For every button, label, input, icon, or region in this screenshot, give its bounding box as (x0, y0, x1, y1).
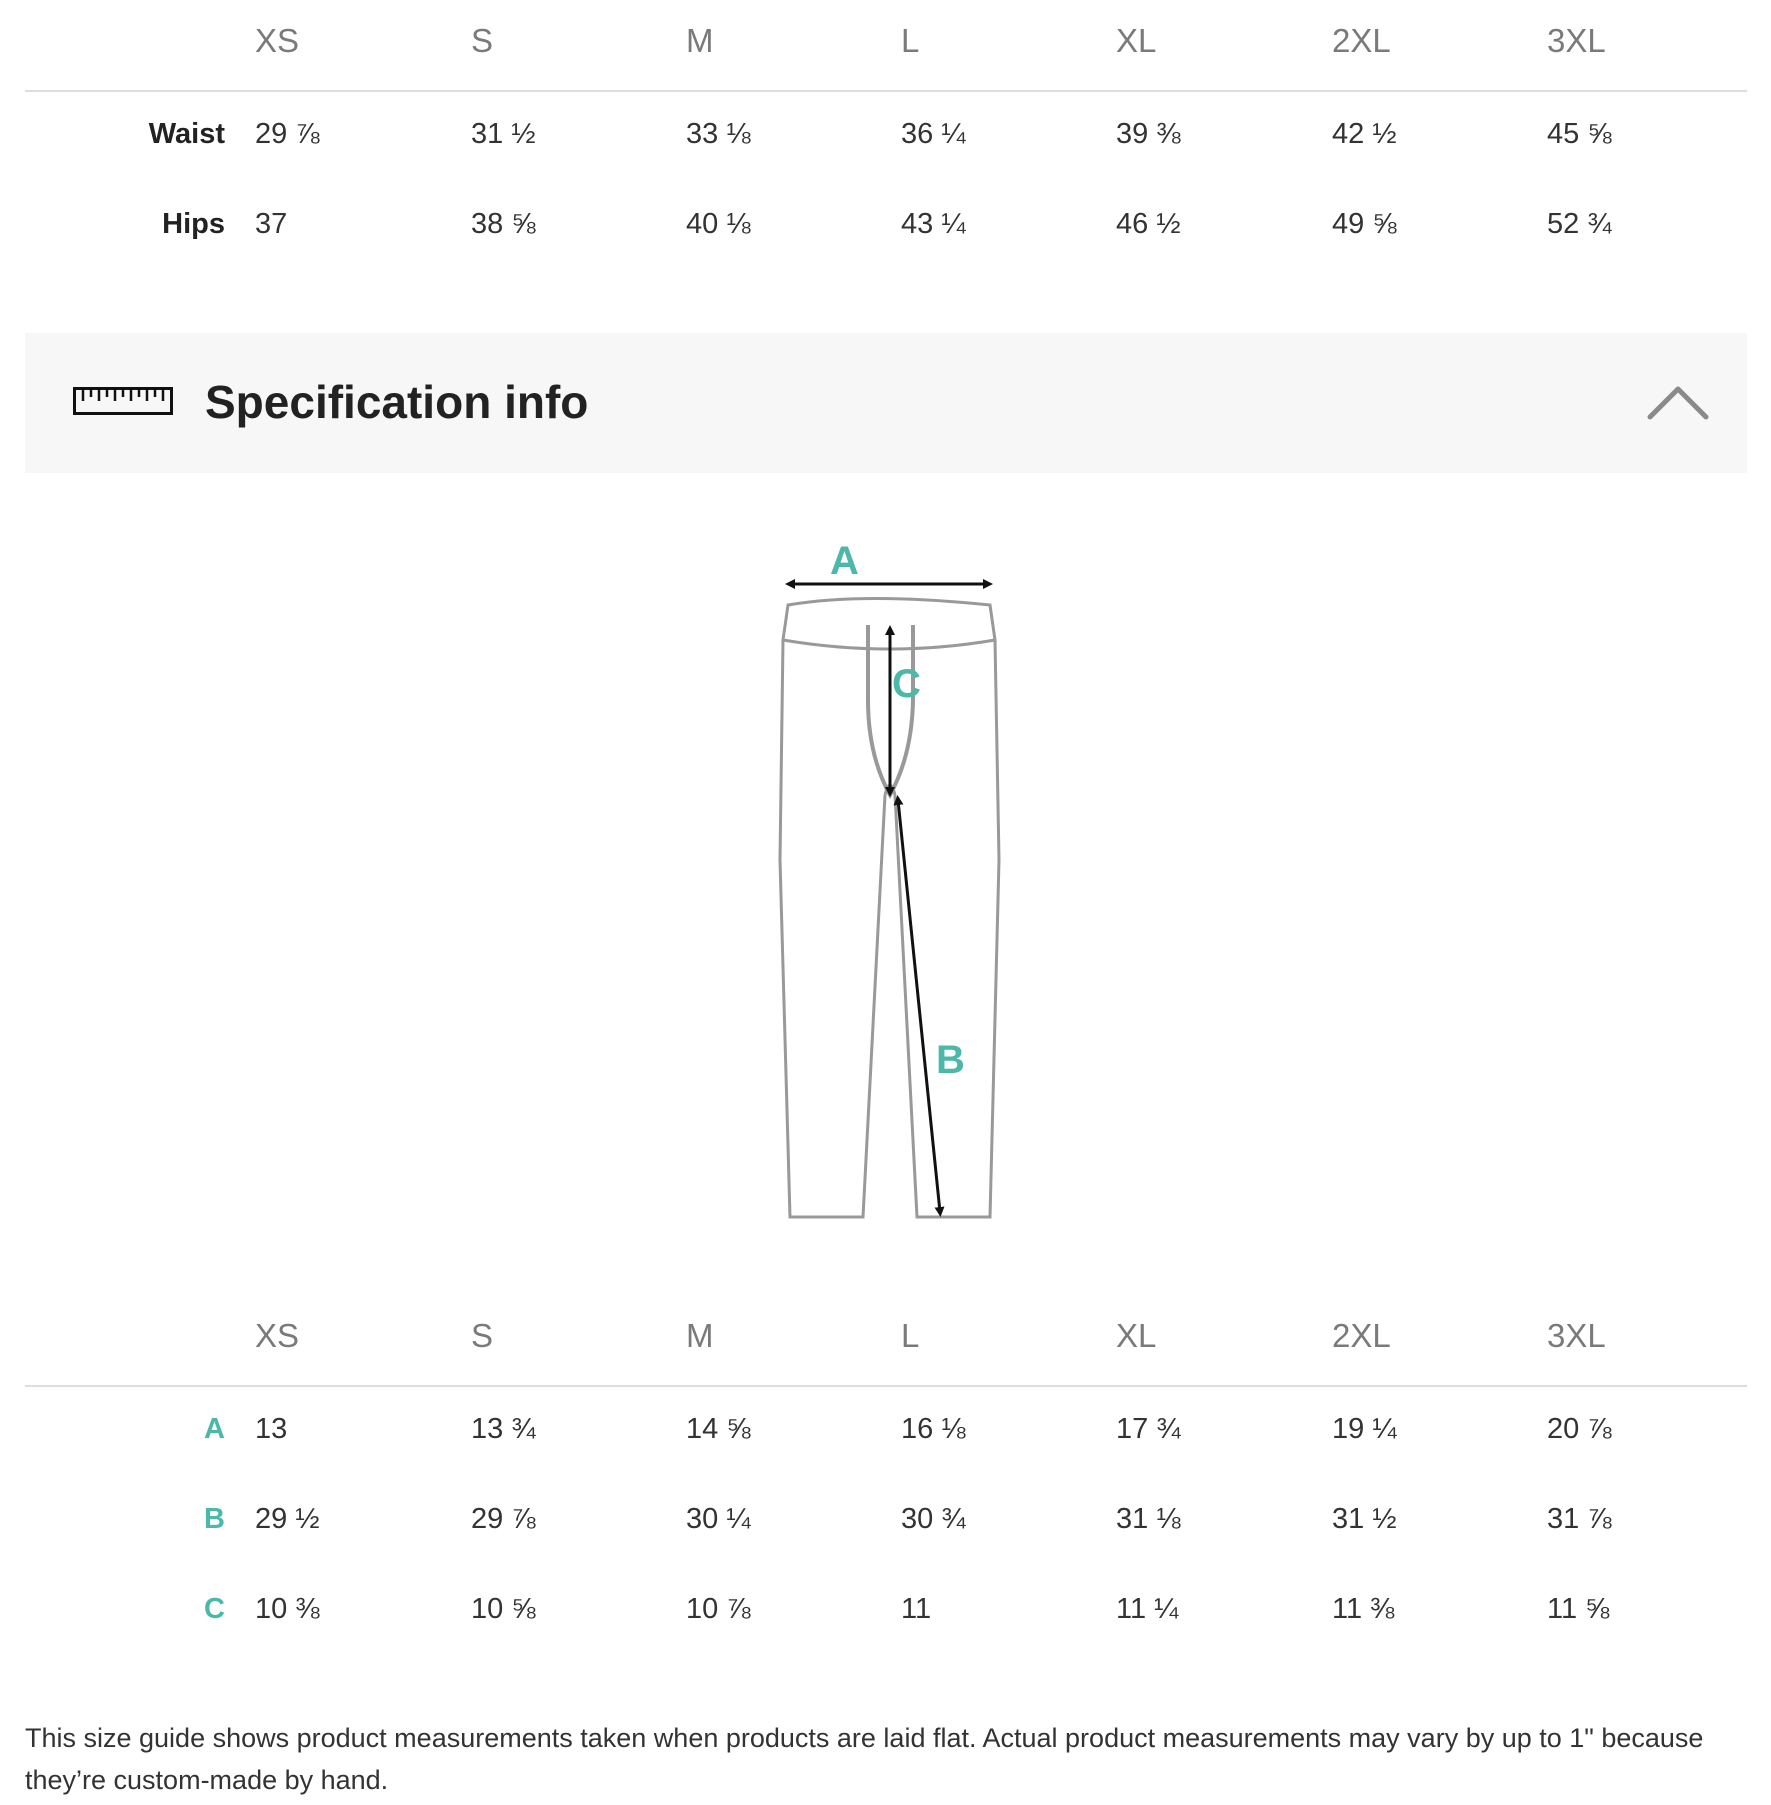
table-row-hips (25, 182, 1747, 272)
table-cell: 46 ½ (1116, 208, 1181, 240)
leggings-measurement-diagram (25, 530, 1747, 1230)
size-header-2xl: 2XL (1332, 22, 1391, 59)
table-cell: 29 ⅞ (255, 118, 320, 150)
table-cell: 20 ⅞ (1547, 1413, 1612, 1445)
table-cell: 19 ¼ (1332, 1413, 1397, 1445)
table-cell: 33 ⅛ (686, 118, 751, 150)
leggings-illustration (750, 530, 1030, 1230)
table-cell: 17 ¾ (1116, 1413, 1181, 1445)
size-header-3xl: 3XL (1547, 1317, 1606, 1354)
size-header-row (25, 0, 1747, 92)
table-cell: 10 ⅜ (255, 1593, 320, 1625)
table-cell: 52 ¾ (1547, 208, 1612, 240)
size-header-xs: XS (255, 1317, 300, 1354)
size-header-m: M (686, 22, 714, 59)
size-header-xl: XL (1116, 22, 1157, 59)
size-header-s: S (471, 22, 494, 59)
ruler-icon (73, 387, 173, 415)
section-title: Specification info (205, 376, 589, 428)
specification-table (25, 1295, 1747, 1657)
table-cell: 11 ⅝ (1547, 1593, 1610, 1625)
table-cell: 31 ⅞ (1547, 1503, 1612, 1535)
diagram-label-b: B (936, 1038, 965, 1082)
size-header-3xl: 3XL (1547, 22, 1606, 59)
table-cell: 11 ¼ (1116, 1593, 1179, 1625)
body-measurements-table (25, 0, 1747, 272)
row-label-c: C (204, 1593, 225, 1625)
table-cell: 29 ⅞ (471, 1503, 536, 1535)
table-cell: 40 ⅛ (686, 208, 751, 240)
table-cell: 49 ⅝ (1332, 208, 1397, 240)
table-cell: 43 ¼ (901, 208, 966, 240)
size-header-m: M (686, 1317, 714, 1354)
diagram-label-c: C (892, 662, 921, 706)
table-cell: 14 ⅝ (686, 1413, 751, 1445)
row-label-hips: Hips (162, 208, 225, 240)
row-label-b: B (204, 1503, 225, 1535)
table-cell: 10 ⅝ (471, 1593, 536, 1625)
table-row-a (25, 1387, 1747, 1477)
table-cell: 16 ⅛ (901, 1413, 966, 1445)
diagram-label-a: A (830, 539, 859, 583)
row-label-a: A (204, 1413, 225, 1445)
row-label-waist: Waist (148, 118, 225, 150)
table-cell: 13 (255, 1413, 288, 1445)
table-cell: 42 ½ (1332, 118, 1397, 150)
table-row-waist (25, 92, 1747, 182)
size-guide-note: This size guide shows product measurements taken when products are laid flat. Actual product measurements may vary by up to 1" because they’re custom-made by hand. (25, 1723, 1704, 1795)
specification-info-toggle[interactable] (25, 333, 1747, 473)
table-cell: 29 ½ (255, 1503, 320, 1535)
table-cell: 30 ¼ (686, 1503, 751, 1535)
table-cell: 31 ½ (1332, 1503, 1397, 1535)
table-cell: 36 ¼ (901, 118, 966, 150)
size-header-2xl: 2XL (1332, 1317, 1391, 1354)
size-header-xl: XL (1116, 1317, 1157, 1354)
table-row-c (25, 1567, 1747, 1657)
table-cell: 31 ½ (471, 118, 536, 150)
size-header-row (25, 1295, 1747, 1387)
table-row-b (25, 1477, 1747, 1567)
size-header-xs: XS (255, 22, 300, 59)
table-cell: 31 ⅛ (1116, 1503, 1181, 1535)
chevron-up-icon[interactable] (1647, 381, 1709, 421)
size-header-l: L (901, 1317, 920, 1354)
table-cell: 11 ⅜ (1332, 1593, 1395, 1625)
table-cell: 37 (255, 208, 288, 240)
table-cell: 13 ¾ (471, 1413, 536, 1445)
table-cell: 39 ⅜ (1116, 118, 1181, 150)
table-cell: 45 ⅝ (1547, 118, 1612, 150)
table-cell: 38 ⅝ (471, 208, 536, 240)
table-cell: 11 (901, 1593, 932, 1625)
table-cell: 10 ⅞ (686, 1593, 751, 1625)
size-header-l: L (901, 22, 920, 59)
size-header-s: S (471, 1317, 494, 1354)
table-cell: 30 ¾ (901, 1503, 966, 1535)
